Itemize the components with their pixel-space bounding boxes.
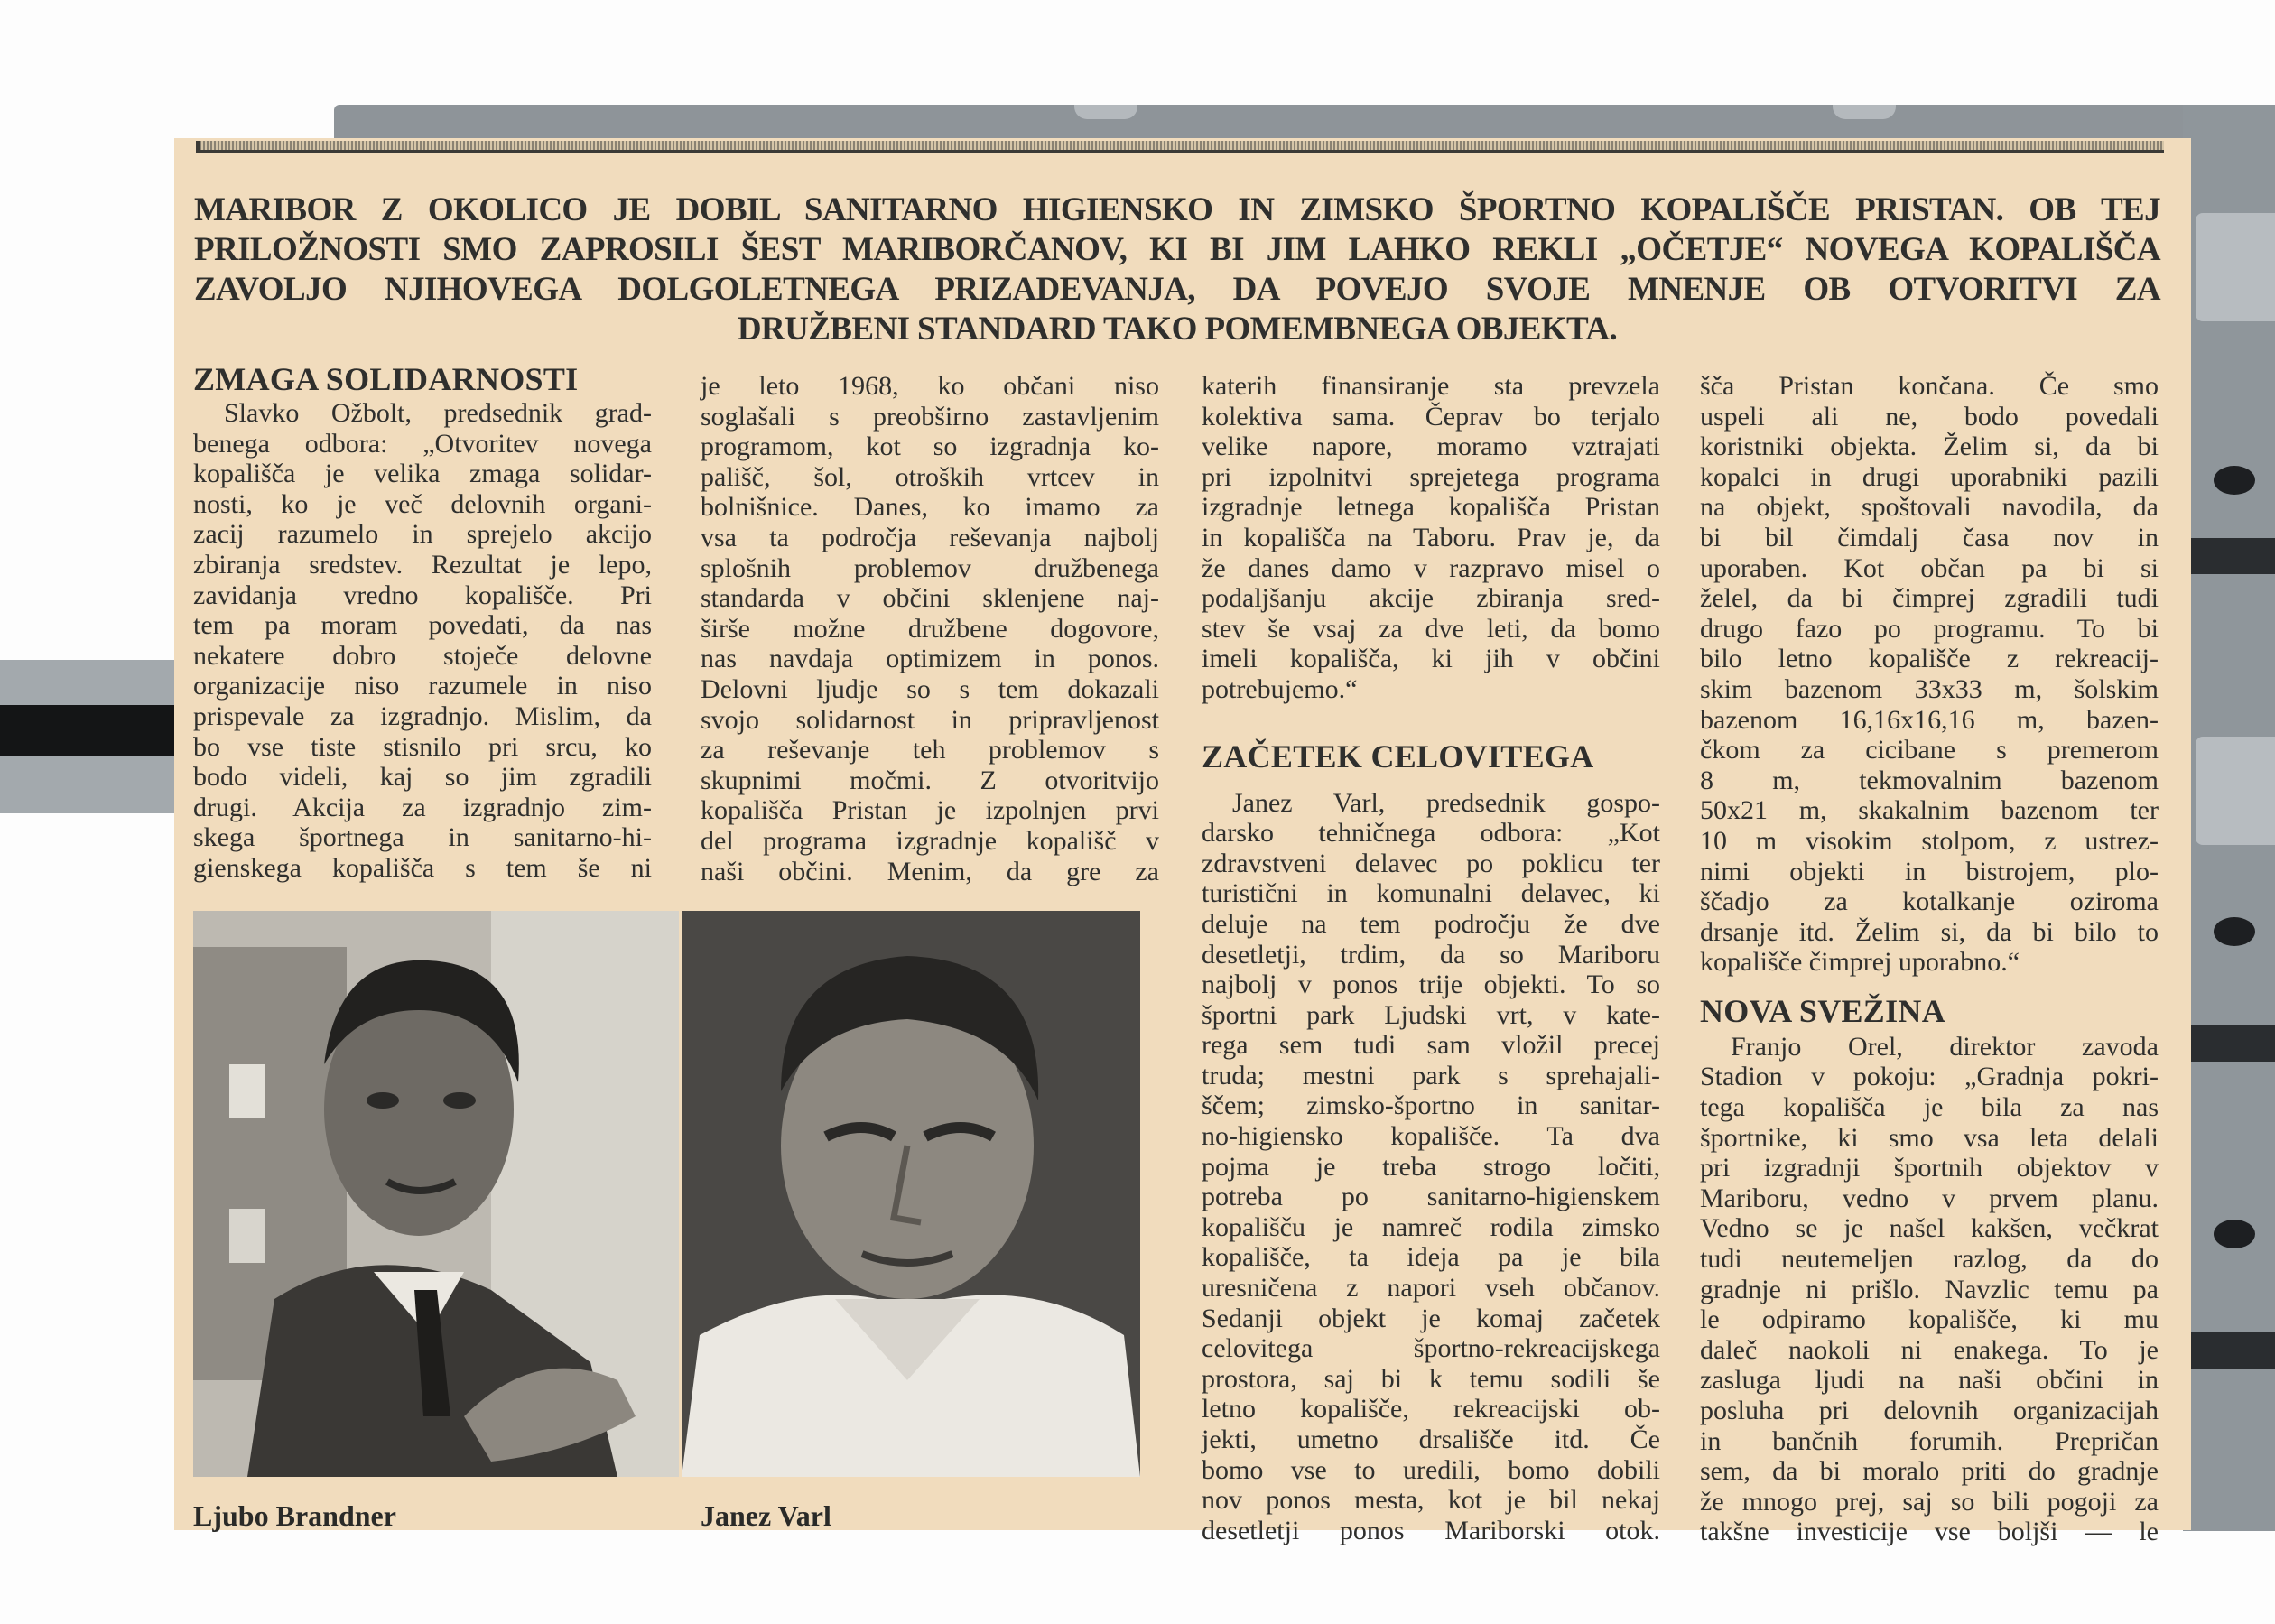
text-line: nas navdaja optimizem in ponos. <box>701 644 1159 674</box>
text-line: kolektiva sama. Čeprav bo terjalo <box>1202 401 1660 432</box>
text-line: zavidanja vredno kopališče. Pri <box>193 580 652 610</box>
headline-line: PRILOŽNOSTI SMO ZAPROSILI ŠEST MARIBORČANOV, KI BI JIM LAHKO REKLI „OČETJE“ NOVEGA KOPALIŠČA <box>194 231 2160 268</box>
scanner-hole <box>2214 466 2255 495</box>
text-line: Vedno se je našel kakšen, večkrat <box>1700 1213 2159 1244</box>
text-line: tem pa moram povedati, da nas <box>193 610 652 641</box>
scanner-slot <box>0 705 181 756</box>
newspaper-clipping <box>174 138 2191 1547</box>
text-line: uspeli ali ne, bodo povedali <box>1700 401 2159 432</box>
text-line: nov ponos mesta, kot je bil nekaj <box>1202 1485 1660 1516</box>
text-line: turistični in komunalni delavec, ki <box>1202 878 1660 909</box>
text-line: 10 m visokim stolpom, z ustrez- <box>1700 825 2159 856</box>
text-line: drsanje itd. Želim si, da bi bilo to <box>1700 916 2159 947</box>
text-line: darsko tehničnega odbora: „Kot <box>1202 818 1660 849</box>
text-line: potreba po sanitarno-higienskem <box>1202 1182 1660 1212</box>
text-line: nimi objekti in bistrojem, plo- <box>1700 856 2159 886</box>
column-text <box>1202 788 1660 1546</box>
text-line: takšne investicije vse boljši — le <box>1700 1517 2159 1547</box>
headline-line: MARIBOR Z OKOLICO JE DOBIL SANITARNO HIGIENSKO IN ZIMSKO ŠPORTNO KOPALIŠČE PRISTAN. OB TEJ <box>194 191 2160 228</box>
scanner-bar-left <box>0 660 181 813</box>
scanner-slot <box>2183 1332 2275 1369</box>
text-line: Janez Varl, predsednik gospo- <box>1232 787 1660 818</box>
text-line: Stadion v pokoju: „Gradnja pokri- <box>1700 1062 2159 1092</box>
section-title: ZMAGA SOLIDARNOSTI <box>193 361 579 397</box>
text-line: že mnogo prej, saj so bili pogoji za <box>1700 1486 2159 1517</box>
text-line: izgradnje letnega kopališča Pristan <box>1202 492 1660 523</box>
column-2 <box>701 371 1159 886</box>
text-line: in bančnih forumih. Prepričan <box>1700 1425 2159 1456</box>
photo-janez-varl <box>682 911 1140 1477</box>
text-line: rega sem tudi sam vložil precej <box>1202 1030 1660 1061</box>
text-line: sem, da bi moralo priti do gradnje <box>1700 1456 2159 1487</box>
text-line: gradnje ni prišlo. Navzlic temu pa <box>1700 1274 2159 1304</box>
scanner-hole <box>2214 917 2255 946</box>
text-line: pri izpolnitvi sprejetega programa <box>1202 461 1660 492</box>
photo-caption: Ljubo Brandner <box>193 1499 396 1532</box>
text-line: pri izgradnji športnih objektov v <box>1700 1153 2159 1183</box>
text-line: deluje na tem področju že dve <box>1202 908 1660 939</box>
text-line: bilo letno kopališče z rekreacij- <box>1700 644 2159 674</box>
text-line: nekatere dobro stoječe delovne <box>193 640 652 671</box>
scanner-slot <box>2183 1025 2275 1062</box>
text-line: svojo solidarnost in pripravljenost <box>701 704 1159 735</box>
text-line: splošnih problemov družbenega <box>701 552 1159 583</box>
text-line: desetletji ponos Mariborski otok. <box>1202 1515 1660 1545</box>
text-line: že danes damo v razpravo misel o <box>1202 552 1660 583</box>
text-line: naši občini. Menim, da gre za <box>701 856 1159 886</box>
text-line: uresničena z napori vseh občanov. <box>1202 1273 1660 1304</box>
scanner-segment <box>2196 737 2275 845</box>
text-line: zacij razumelo in sprejelo akcijo <box>193 519 652 550</box>
text-line: šča Pristan končana. Če smo <box>1700 371 2159 401</box>
text-line: celovitega športno-rekreacijskega <box>1202 1333 1660 1364</box>
scanner-notch <box>1074 105 1138 119</box>
scanner-hole <box>2214 1220 2255 1248</box>
text-line: Sedanji objekt je komaj začetek <box>1202 1303 1660 1333</box>
text-line: uporaben. Kot občan pa bi si <box>1700 552 2159 583</box>
text-line: bazenom 16,16x16,16 m, bazen- <box>1700 704 2159 735</box>
column-4 <box>1700 371 2159 1547</box>
text-line: drugi. Akcija za izgradnjo zim- <box>193 792 652 822</box>
text-line: tega kopališča je bila za nas <box>1700 1092 2159 1123</box>
text-line: truda; mestni park s sprehajali- <box>1202 1060 1660 1090</box>
text-line: bodo videli, kaj so jim zgradili <box>193 762 652 793</box>
headline-line: DRUŽBENI STANDARD TAKO POMEMBNEGA OBJEKTA. <box>737 311 1618 348</box>
column-text <box>1700 371 2159 978</box>
section-title: ZAČETEK CELOVITEGA <box>1202 738 1594 775</box>
text-line: ščem; zimsko-športno in sanitar- <box>1202 1090 1660 1121</box>
text-line: športnike, ki smo vsa leta delali <box>1700 1122 2159 1153</box>
text-line: nosti, ko je več delovnih organi- <box>193 488 652 519</box>
text-line: letno kopališče, rekreacijski ob- <box>1202 1394 1660 1424</box>
top-rule <box>196 141 2164 153</box>
text-line: Slavko Ožbolt, predsednik grad- <box>224 398 652 428</box>
text-line: kopališča je velika zmaga solidar- <box>193 459 652 489</box>
text-line: na objekt, spoštovali navodila, da <box>1700 492 2159 523</box>
text-line: benega odbora: „Otvoritev novega <box>193 428 652 459</box>
text-line: no-higiensko kopališče. Ta dva <box>1202 1121 1660 1152</box>
text-line: vsa ta področja reševanja najbolj <box>701 522 1159 552</box>
text-line: le odpiramo kopališče, ki mu <box>1700 1304 2159 1335</box>
text-line: kopalci in drugi uporabniki pazili <box>1700 461 2159 492</box>
headline-line: ZAVOLJO NJIHOVEGA DOLGOLETNEGA PRIZADEVANJA, DA POVEJO SVOJE MNENJE OB OTVORITVI ZA <box>194 271 2160 308</box>
text-line: bomo vse to uredili, bomo dobili <box>1202 1454 1660 1485</box>
text-line: skim bazenom 33x33 m, šolskim <box>1700 673 2159 704</box>
text-line: kopališču je namreč rodila zimsko <box>1202 1211 1660 1242</box>
scanner-slot <box>2183 538 2275 574</box>
text-line: prispevale za izgradnjo. Mislim, da <box>193 701 652 731</box>
scanner-segment <box>2196 213 2275 321</box>
text-line: standarda v občini sklenjene naj- <box>701 583 1159 614</box>
column-text <box>193 398 652 884</box>
text-line: skega športnega in sanitarno-hi- <box>193 822 652 853</box>
text-line: imeli kopališča, ki jih v občini <box>1202 644 1660 674</box>
text-line: pojma je treba strogo ločiti, <box>1202 1151 1660 1182</box>
text-line: soglašali s preobširno zastavljenim <box>701 401 1159 432</box>
text-line: želel, da bi čimprej zgradili tudi <box>1700 583 2159 614</box>
text-line: bo vse tiste stisnilo pri srcu, ko <box>193 731 652 762</box>
text-line: za reševanje teh problemov s <box>701 735 1159 766</box>
text-line: desetletji, trdim, da so Mariboru <box>1202 939 1660 970</box>
text-line: ščadjo za kotalkanje oziroma <box>1700 886 2159 917</box>
text-line: del programa izgradnje kopališč v <box>701 825 1159 856</box>
section-title: NOVA SVEŽINA <box>1700 992 1946 1029</box>
text-line: programom, kot so izgradnja ko- <box>701 432 1159 462</box>
text-line: skupnimi močmi. Z otvoritvijo <box>701 765 1159 795</box>
text-line: jekti, umetno drsališče itd. Če <box>1202 1424 1660 1454</box>
text-line: 8 m, tekmovalnim bazenom <box>1700 765 2159 795</box>
text-line: daleč naokoli ni enakega. To je <box>1700 1334 2159 1365</box>
column-text <box>1700 1032 2159 1547</box>
text-line: potrebujemo.“ <box>1202 673 1358 704</box>
text-line: čkom za cicibane s premerom <box>1700 735 2159 766</box>
column-1 <box>193 360 652 884</box>
column-text <box>701 371 1159 886</box>
text-line: 50x21 m, skakalnim bazenom ter <box>1700 795 2159 826</box>
text-line: kopališča Pristan je izpolnjen prvi <box>701 795 1159 826</box>
text-line: Mariboru, vedno v prvem planu. <box>1700 1183 2159 1213</box>
text-line: velike napore, moramo vztrajati <box>1202 432 1660 462</box>
text-line: koristniki objekta. Želim si, da bi <box>1700 432 2159 462</box>
text-line: stev še vsaj za dve leti, da bomo <box>1202 613 1660 644</box>
photo-caption: Janez Varl <box>701 1499 831 1532</box>
portrait-image <box>682 911 1140 1477</box>
text-line: tudi neutemeljen razlog, da do <box>1700 1244 2159 1275</box>
column-text <box>1202 371 1660 705</box>
text-line: športni park Ljudski vrt, v kate- <box>1202 999 1660 1030</box>
text-line: in kopališča na Taboru. Prav je, da <box>1202 522 1660 552</box>
text-line: širše možne družbene dogovore, <box>701 613 1159 644</box>
text-line: katerih finansiranje sta prevzela <box>1202 371 1660 401</box>
text-line: najbolj v ponos trije objekti. To so <box>1202 970 1660 1000</box>
text-line: je leto 1968, ko občani niso <box>701 371 1159 401</box>
text-line: zdravstveni delavec po poklicu ter <box>1202 848 1660 878</box>
text-line: bolnišnice. Danes, ko imamo za <box>701 492 1159 523</box>
portrait-image <box>193 911 679 1477</box>
scanner-notch <box>1833 105 1896 119</box>
text-line: podaljšanju akcije zbiranja sred- <box>1202 583 1660 614</box>
text-line: Franjo Orel, direktor zavoda <box>1731 1031 2159 1062</box>
text-line: drugo fazo po programu. To bi <box>1700 613 2159 644</box>
text-line: zasluga ljudi na naši občini in <box>1700 1365 2159 1396</box>
text-line: Delovni ljudje so s tem dokazali <box>701 673 1159 704</box>
text-line: pališč, šol, otroških vrtcev in <box>701 461 1159 492</box>
text-line: prostora, saj bi k temu sodili še <box>1202 1363 1660 1394</box>
text-line: zbiranja sredstev. Rezultat je lepo, <box>193 549 652 580</box>
scanner-bar-right <box>2183 105 2275 1531</box>
column-3 <box>1202 371 1660 1545</box>
text-line: gienskega kopališča s tem še ni <box>193 852 652 883</box>
headline <box>194 190 2160 349</box>
text-line: bi bil čimdalj časa nov in <box>1700 522 2159 552</box>
text-line: organizacije niso razumele in niso <box>193 671 652 701</box>
text-line: posluha pri delovnih organizacijah <box>1700 1396 2159 1425</box>
text-line: kopališče, ta ideja pa je bila <box>1202 1242 1660 1273</box>
text-line: kopališče čimprej uporabno.“ <box>1700 947 2020 978</box>
photo-ljubo-brandner <box>193 911 679 1477</box>
